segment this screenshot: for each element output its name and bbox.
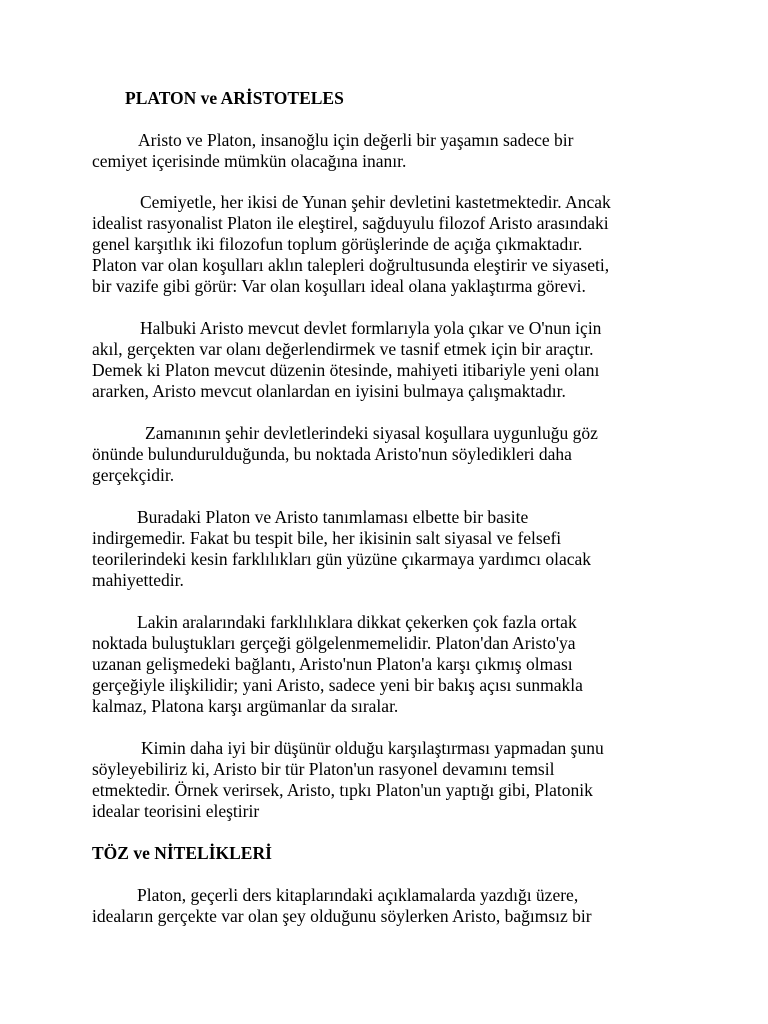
paragraph-line: Cemiyetle, her ikisi de Yunan şehir devletini kastetmektedir. Ancak [140,192,611,212]
paragraph-3 [92,318,672,402]
paragraph-line: idealar teorisini eleştirir [92,801,260,821]
paragraph-7 [92,738,672,822]
paragraph-line: mahiyettedir. [92,570,184,590]
paragraph-line: cemiyet içerisinde mümkün olacağına inanır. [92,151,407,171]
paragraph-2 [92,192,672,297]
paragraph-line: Aristo ve Platon, insanoğlu için değerli bir yaşamın sadece bir [138,130,574,150]
paragraph-line: Buradaki Platon ve Aristo tanımlaması elbette bir basite [137,507,529,527]
paragraph-line: gerçekçidir. [92,465,175,485]
paragraph-line: Demek ki Platon mevcut düzenin ötesinde, mahiyeti itibariyle yeni olanı [92,360,600,380]
paragraph-line: Zamanının şehir devletlerindeki siyasal koşullara uygunluğu göz [145,423,598,443]
paragraph-line: uzanan gelişmedeki bağlantı, Aristo'nun Platon'a karşı çıkmış olması [92,654,573,674]
paragraph-line: idealist rasyonalist Platon ile eleştirel, sağduyulu filozof Aristo arasındaki [92,213,609,233]
paragraph-line: Platon var olan koşulları aklın talepleri doğrultusunda eleştirir ve siyaseti, [92,255,610,275]
paragraph-line: indirgemedir. Fakat bu tespit bile, her ikisinin salt siyasal ve felsefi [92,528,562,548]
paragraph-line: Kimin daha iyi bir düşünür olduğu karşılaştırması yapmadan şunu [141,738,604,758]
paragraph-8 [92,885,672,927]
paragraph-line: bir vazife gibi görür: Var olan koşulları ideal olana yaklaştırma görevi. [92,276,586,296]
paragraph-line: akıl, gerçekten var olanı değerlendirmek ve tasnif etmek için bir araçtır. [92,339,594,359]
paragraph-line: teorilerindeki kesin farklılıkları gün yüzüne çıkarmaya yardımcı olacak [92,549,592,569]
paragraph-line: Halbuki Aristo mevcut devlet formlarıyla yola çıkar ve O'nun için [140,318,602,338]
paragraph-1 [92,130,672,172]
paragraph-line: kalmaz, Platona karşı argümanlar da sıralar. [92,696,399,716]
paragraph-4 [92,423,672,486]
paragraph-line: etmektedir. Örnek verirsek, Aristo, tıpkı Platon'un yaptığı gibi, Platonik [92,780,593,800]
paragraph-line: genel karşıtlık iki filozofun toplum görüşlerinde de açığa çıkmaktadır. [92,234,583,254]
paragraph-line: Platon, geçerli ders kitaplarındaki açıklamalarda yazdığı üzere, [137,885,579,905]
paragraph-line: ideaların gerçekte var olan şey olduğunu söylerken Aristo, bağımsız bir [92,906,592,926]
paragraph-6 [92,612,672,717]
paragraph-5 [92,507,672,591]
paragraph-line: önünde bulundurulduğunda, bu noktada Aristo'nun söyledikleri daha [92,444,572,464]
paragraph-line: ararken, Aristo mevcut olanlardan en iyisini bulmaya çalışmaktadır. [92,381,566,401]
paragraph-line: Lakin aralarındaki farklılıklara dikkat çekerken çok fazla ortak [137,612,577,632]
paragraph-line: gerçeğiyle ilişkilidir; yani Aristo, sadece yeni bir bakış açısı sunmakla [92,675,583,695]
section-heading-toz-nitelikleri: TÖZ ve NİTELİKLERİ [92,843,272,863]
section-heading-platon-aristoteles: PLATON ve ARİSTOTELES [125,88,344,108]
paragraph-line: söyleyebiliriz ki, Aristo bir tür Platon'un rasyonel devamını temsil [92,759,555,779]
paragraph-line: noktada buluştukları gerçeği gölgelenmemelidir. Platon'dan Aristo'ya [92,633,576,653]
